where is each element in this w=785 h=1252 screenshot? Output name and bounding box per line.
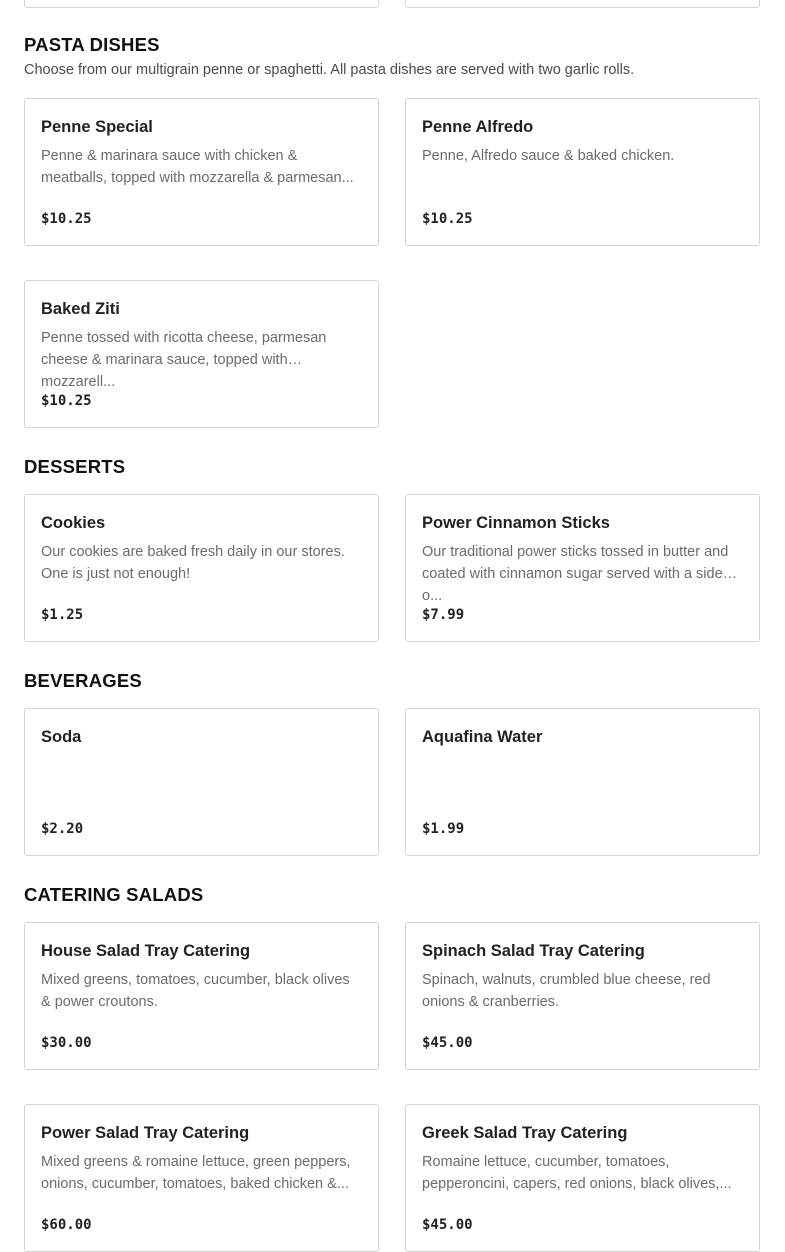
item-price: $2.20	[41, 821, 84, 837]
menu-item-card-house-salad-tray[interactable]	[24, 922, 379, 1070]
menu-item-card-greek-salad-tray[interactable]	[405, 1104, 760, 1252]
item-price: $10.25	[41, 393, 92, 409]
item-description: Our traditional power sticks tossed in butter and coated with cinnamon sugar served with a side o...	[422, 544, 729, 604]
menu-item-card-soda[interactable]	[24, 708, 379, 856]
item-name: Power Salad Tray Catering	[41, 1124, 250, 1142]
item-description: Penne, Alfredo sauce & baked chicken.	[422, 148, 675, 164]
item-name: Aquafina Water	[422, 728, 543, 746]
item-price: $45.00	[422, 1217, 473, 1233]
item-description: Spinach, walnuts, crumbled blue cheese, red onions & cranberries.	[422, 972, 711, 1010]
menu-item-card-penne-alfredo[interactable]	[405, 98, 760, 246]
item-price: $30.00	[41, 1035, 92, 1051]
item-price: $10.25	[422, 211, 473, 227]
menu-item-card-aquafina-water[interactable]	[405, 708, 760, 856]
item-price: $10.25	[41, 211, 92, 227]
item-description: Mixed greens, tomatoes, cucumber, black olives & power croutons.	[41, 972, 350, 1010]
menu-item-card-cookies[interactable]	[24, 494, 379, 642]
item-price: $60.00	[41, 1217, 92, 1233]
item-name: House Salad Tray Catering	[41, 942, 251, 960]
menu-item-card-spinach-salad-tray[interactable]	[405, 922, 760, 1070]
item-description: Penne tossed with ricotta cheese, parmesan cheese & marinara sauce, topped with mozzarell...	[41, 330, 327, 390]
menu-item-card-partial[interactable]	[405, 0, 760, 8]
menu-item-card-baked-ziti[interactable]	[24, 280, 379, 428]
item-description: Penne & marinara sauce with chicken & meatballs, topped with mozzarella & parmesan...	[41, 148, 354, 186]
menu-item-card-partial[interactable]	[24, 0, 379, 8]
item-price: $1.99	[422, 821, 465, 837]
item-description: Mixed greens & romaine lettuce, green peppers, onions, cucumber, tomatoes, baked chicken &...	[41, 1154, 351, 1192]
item-price: $45.00	[422, 1035, 473, 1051]
item-price: $1.25	[41, 607, 84, 623]
item-name: Penne Special	[41, 118, 153, 136]
item-name: Power Cinnamon Sticks	[422, 514, 610, 532]
item-name: Spinach Salad Tray Catering	[422, 942, 645, 960]
item-name: Baked Ziti	[41, 300, 120, 318]
section-title-pasta: PASTA DISHES	[24, 34, 160, 55]
item-name: Penne Alfredo	[422, 118, 534, 136]
section-title-beverages: BEVERAGES	[24, 670, 142, 691]
item-name: Soda	[41, 728, 82, 746]
item-description: Romaine lettuce, cucumber, tomatoes, pepperoncini, capers, red onions, black olives,...	[422, 1154, 732, 1192]
item-name: Cookies	[41, 514, 106, 532]
section-subtitle-pasta: Choose from our multigrain penne or spaghetti. All pasta dishes are served with two garlic rolls.	[24, 62, 635, 78]
section-title-desserts: DESSERTS	[24, 456, 126, 477]
item-description: Our cookies are baked fresh daily in our stores. One is just not enough!	[41, 544, 345, 582]
item-price: $7.99	[422, 607, 465, 623]
menu-item-card-penne-special[interactable]	[24, 98, 379, 246]
menu-item-card-power-cinnamon-sticks[interactable]	[405, 494, 760, 642]
section-title-catering-salads: CATERING SALADS	[24, 884, 204, 905]
item-name: Greek Salad Tray Catering	[422, 1124, 628, 1142]
menu-item-card-power-salad-tray[interactable]	[24, 1104, 379, 1252]
